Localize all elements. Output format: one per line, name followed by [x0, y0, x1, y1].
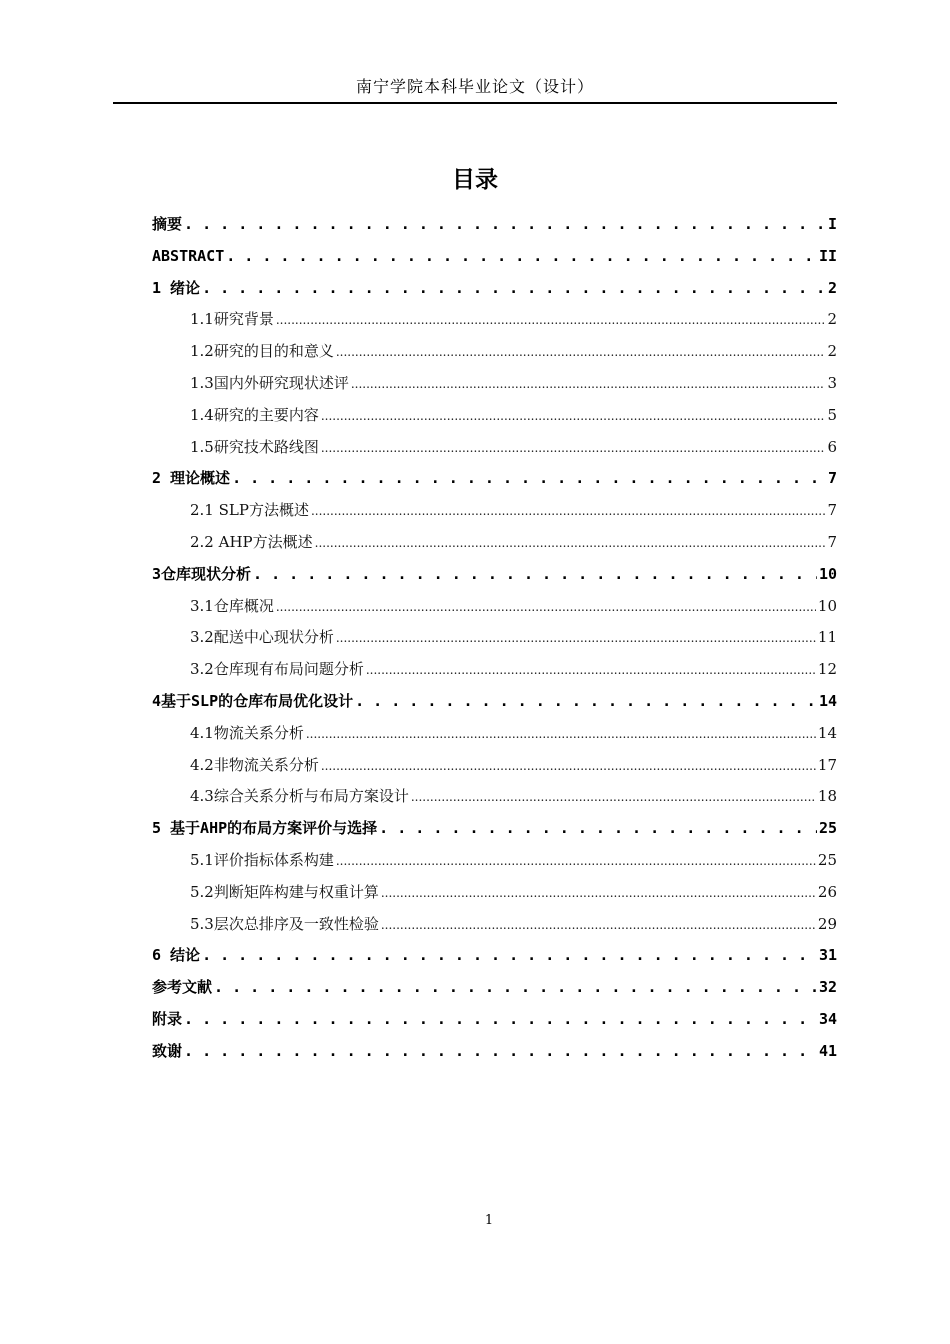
toc-dot-leader	[321, 432, 826, 465]
toc-dot-leader	[355, 686, 817, 718]
toc-dot-leader	[306, 718, 816, 751]
toc-entry-page: 10	[818, 564, 837, 583]
toc-entry-page: 32	[818, 978, 837, 997]
toc-dot-leader	[214, 972, 817, 1004]
toc-dot-leader	[232, 463, 826, 495]
toc-entry[interactable]	[152, 781, 837, 813]
toc-entry-label: 4.3综合关系分析与布局方案设计	[190, 787, 409, 806]
toc-entry-page: 2	[827, 342, 837, 361]
toc-dot-leader	[276, 304, 826, 337]
page-header: 南宁学院本科毕业论文（设计）	[113, 74, 837, 104]
toc-entry-page: 18	[817, 787, 837, 806]
toc-entry-page: 7	[827, 501, 837, 520]
toc-entry-label: 4基于SLP的仓库布局优化设计	[152, 691, 354, 710]
toc-dot-leader	[366, 654, 816, 687]
toc-entry[interactable]	[152, 432, 837, 464]
toc-dot-leader	[184, 1036, 817, 1068]
toc-entry-label: 3.2仓库现有布局问题分析	[190, 660, 364, 679]
toc-entry[interactable]	[152, 622, 837, 654]
toc-entry-page: I	[827, 215, 837, 233]
toc-entry[interactable]	[152, 400, 837, 432]
toc-entry-page: 11	[817, 628, 837, 647]
toc-entry[interactable]	[152, 1036, 837, 1068]
toc-entry-page: 3	[827, 373, 837, 392]
toc-entry[interactable]	[152, 209, 837, 241]
toc-entry-label: 2.1 SLP方法概述	[190, 501, 309, 520]
toc-dot-leader	[321, 400, 826, 433]
toc-entry[interactable]	[152, 750, 837, 782]
toc-entry[interactable]	[152, 845, 837, 877]
toc-entry[interactable]	[152, 686, 837, 718]
toc-entry-label: 6 结论	[152, 946, 201, 965]
toc-dot-leader	[321, 750, 816, 783]
toc-entry[interactable]	[152, 368, 837, 400]
toc-entry-page: 14	[817, 723, 837, 742]
toc-entry-label: 3仓库现状分析	[152, 564, 252, 583]
toc-entry-label: 摘要	[152, 215, 183, 233]
toc-entry[interactable]	[152, 527, 837, 559]
toc-entry-page: 17	[817, 755, 837, 774]
toc-entry-page: 31	[818, 946, 837, 965]
toc-entry[interactable]	[152, 241, 837, 273]
toc-entry[interactable]	[152, 813, 837, 845]
toc-entry-label: 2.2 AHP方法概述	[190, 532, 313, 551]
toc-entry-label: 5.3层次总排序及一致性检验	[190, 914, 379, 933]
toc-entry-label: 致谢	[152, 1041, 183, 1060]
toc-dot-leader	[336, 622, 816, 655]
toc-entry[interactable]	[152, 304, 837, 336]
toc-dot-leader	[315, 527, 826, 560]
toc-entry-label: 5 基于AHP的布局方案评价与选择	[152, 819, 378, 838]
toc-entry[interactable]	[152, 591, 837, 623]
toc-dot-leader	[276, 591, 816, 624]
toc-entry-label: 5.2判断矩阵构建与权重计算	[190, 882, 379, 901]
toc-entry-label: 5.1评价指标体系构建	[190, 850, 334, 869]
toc-entry[interactable]	[152, 273, 837, 305]
toc-dot-leader	[381, 909, 816, 942]
toc-entry-page: 34	[818, 1009, 837, 1028]
table-of-contents	[152, 209, 837, 1068]
page-number: 1	[484, 1213, 494, 1228]
toc-entry[interactable]	[152, 559, 837, 591]
toc-entry-page: II	[818, 246, 837, 265]
toc-entry-page: 25	[818, 819, 837, 838]
toc-entry[interactable]	[152, 654, 837, 686]
toc-dot-leader	[379, 813, 817, 845]
toc-entry-label: 4.2非物流关系分析	[190, 755, 319, 774]
toc-dot-leader	[336, 845, 816, 878]
toc-entry-label: 1.3国内外研究现状述评	[190, 373, 349, 392]
toc-entry[interactable]	[152, 940, 837, 972]
toc-entry-label: 2 理论概述	[152, 469, 231, 488]
toc-entry-page: 29	[817, 914, 837, 933]
toc-entry-label: 1.1研究背景	[190, 310, 274, 329]
toc-entry[interactable]	[152, 909, 837, 941]
toc-entry-page: 5	[827, 405, 837, 424]
toc-dot-leader	[336, 336, 826, 369]
toc-entry-label: 1.5研究技术路线图	[190, 437, 319, 456]
toc-entry-page: 6	[827, 437, 837, 456]
toc-entry-label: 1.2研究的目的和意义	[190, 342, 334, 361]
toc-entry-label: ABSTRACT	[152, 246, 225, 265]
toc-dot-leader	[253, 559, 817, 591]
toc-dot-leader	[184, 209, 826, 241]
toc-entry-label: 1.4研究的主要内容	[190, 405, 319, 424]
toc-entry[interactable]	[152, 495, 837, 527]
toc-entry-page: 14	[818, 691, 837, 710]
toc-entry-page: 10	[817, 596, 837, 615]
toc-dot-leader	[351, 368, 826, 401]
toc-entry[interactable]	[152, 463, 837, 495]
toc-entry-label: 参考文献	[152, 978, 213, 997]
toc-entry[interactable]	[152, 336, 837, 368]
toc-entry-page: 25	[817, 850, 837, 869]
toc-entry-page: 26	[817, 882, 837, 901]
toc-entry-page: 2	[827, 278, 837, 297]
toc-entry[interactable]	[152, 972, 837, 1004]
toc-entry-page: 12	[817, 660, 837, 679]
toc-entry-page: 41	[818, 1041, 837, 1060]
toc-entry-page: 7	[827, 469, 837, 488]
toc-dot-leader	[202, 940, 817, 972]
toc-entry-label: 3.1仓库概况	[190, 596, 274, 615]
toc-dot-leader	[311, 495, 826, 528]
toc-dot-leader	[411, 781, 816, 814]
toc-dot-leader	[381, 877, 816, 910]
toc-entry[interactable]	[152, 718, 837, 750]
toc-dot-leader	[202, 273, 826, 305]
toc-entry-label: 3.2配送中心现状分析	[190, 628, 334, 647]
toc-entry-label: 附录	[152, 1009, 183, 1028]
toc-entry[interactable]	[152, 1004, 837, 1036]
toc-entry-page: 7	[827, 532, 837, 551]
toc-entry[interactable]	[152, 877, 837, 909]
toc-dot-leader	[226, 241, 817, 273]
toc-entry-label: 4.1物流关系分析	[190, 723, 304, 742]
toc-title: 目录	[452, 167, 498, 193]
toc-entry-page: 2	[827, 310, 837, 329]
toc-entry-label: 1 绪论	[152, 278, 201, 297]
toc-dot-leader	[184, 1004, 817, 1036]
